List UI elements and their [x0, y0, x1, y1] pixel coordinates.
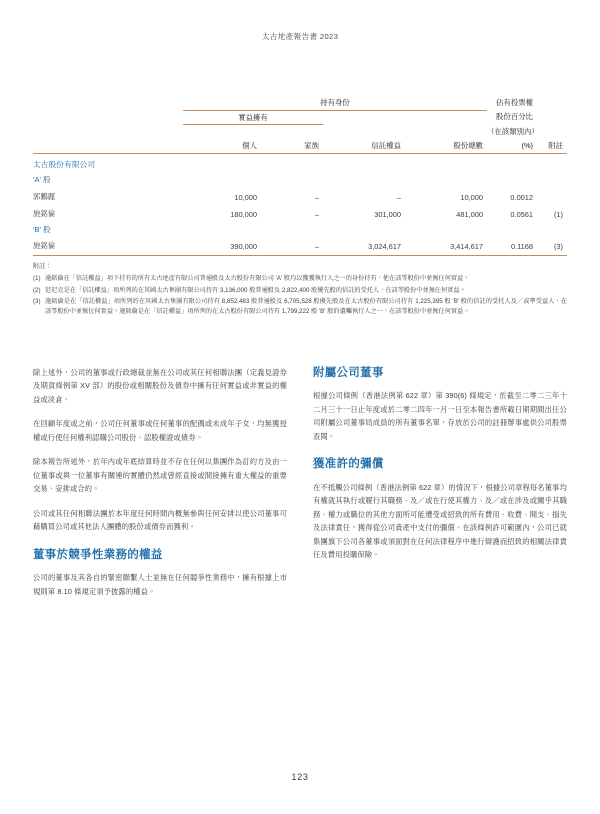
table-footnotes [33, 262, 567, 319]
pct-header-line2: 股份百分比 [496, 112, 534, 122]
column-header-note: 附註 [548, 140, 564, 150]
holder-trust: – [396, 192, 401, 202]
left-column [33, 366, 287, 609]
pct-header-line3: （在該類別內） [487, 126, 539, 136]
holder-note-ref [537, 188, 567, 205]
table-row [33, 237, 567, 255]
table-pct-header-line3-row [33, 125, 567, 139]
running-header: 太古地產報告書 2023 [261, 32, 339, 41]
body-columns [33, 366, 567, 609]
pct-header-line1: 佔有投票權 [496, 98, 534, 107]
footnotes-label: 附註： [33, 263, 52, 270]
footnote-number: (2) [33, 286, 41, 294]
footnote-number: (3) [33, 298, 41, 306]
section-heading-subsidiary-directors: 附屬公司董事 [313, 367, 384, 379]
holder-individual: 180,000 [230, 210, 257, 220]
holder-note-ref: (1) [553, 210, 564, 220]
holder-name: 施銘倫 [33, 241, 56, 251]
table-org-row [33, 154, 567, 173]
holder-total: 3,414,617 [450, 242, 484, 252]
table-column-header-row [33, 139, 567, 154]
section-heading-competing-business: 董事於競爭性業務的權益 [33, 548, 163, 561]
column-header-family: 家族 [304, 140, 319, 150]
paragraph: 根據公司條例（香港法例第 622 章）第 390(6) 條規定，於截至二零二三年十二月三十一日止年度或於二零二四年一月一日至本報告書所載日期期間出任公司附屬公司董事局成員的所有董事名單，存放於公司的註冊辦事處供公司股票查閱。 [313, 391, 567, 441]
footnote-text: 施銘倫是在「信託權益」項所列的在英國太古集團有限公司持有 8,852,483 股普通股及 6,705,528 股優先股及在太古股份有限公司持有 1,225,395 股 'B' 股的信託的受托人及／或準受益人，在該等股份中並無任何實益。施銘倫是在「信託權益」項所列的在太古股份有限公司持有 1,799,222 股 'B' 股的遺囑執行人之一，在該等股份中並無任何實益。 [45, 298, 567, 316]
spacer-d [323, 125, 405, 139]
group-header-beneficial: 實益擁有 [183, 110, 323, 124]
table-group-header-row-capacity [33, 96, 567, 110]
total-col-spacer [405, 110, 487, 124]
note-header-spacer-1 [537, 96, 567, 110]
holder-individual: 390,000 [230, 242, 257, 252]
group-header-spacer-2 [33, 110, 183, 124]
holder-family: – [314, 192, 319, 202]
column-header-trust: 信託權益 [371, 140, 401, 150]
group-header-capacity: 持有身份 [183, 96, 487, 110]
holder-trust: 3,024,617 [368, 242, 401, 252]
paragraph: 公司的董事及其各自的緊密聯繫人士並無在任何競爭性業務中，擁有根據上市規則第 8.10 條規定須予披露的權益。 [33, 573, 287, 596]
table-class-row-a [33, 173, 567, 188]
spacer-a [33, 125, 183, 139]
footnote-item [33, 286, 567, 296]
group-header-spacer [33, 96, 183, 110]
holder-name: 郭鵬麗 [33, 191, 56, 201]
holder-percent: 0.1168 [510, 242, 534, 252]
share-class-label-a: 'A' 股 [33, 175, 51, 184]
trust-col-spacer [323, 110, 405, 124]
right-column [313, 366, 567, 609]
holder-individual: 10,000 [234, 192, 257, 202]
spacer-f [537, 125, 567, 139]
holder-family: – [314, 210, 319, 220]
footnote-text: 范尼克是在「信託權益」項所列的在英國太古集團有限公司持有 3,136,000 股普通股及 2,822,400 股優先股的信託的受托人，在該等股份中並無任何實益。 [45, 286, 466, 294]
spacer-e [405, 125, 487, 139]
paragraph: 公司或其任何相聯法團於本年度任何時間內概無參與任何安排以使公司董事可藉購買公司或其他法人團體的股份或債券而獲利。 [33, 508, 287, 532]
paragraph: 在回顧年度或之前，公司任何董事或任何董事的配偶或未成年子女，均無獲授權或行使任何權利認購公司股份、認股權證或債券。 [33, 419, 287, 442]
holder-family: – [314, 242, 319, 252]
page-number: 123 [291, 772, 309, 782]
footnote-text: 施銘倫在「信託權益」項下持有的所有太古地產有限公司普通股及太古股份有限公司 'A' 股均以獲獲執行人之一的身份持有，他在該等股份中並無任何實益。 [45, 275, 470, 283]
column-header-name [33, 139, 183, 154]
footnote-item [33, 274, 567, 284]
table-row [33, 205, 567, 222]
holder-percent: 0.0561 [510, 210, 534, 220]
holder-total: 481,000 [456, 210, 484, 220]
share-class-label-b: 'B' 股 [33, 224, 51, 234]
holder-name: 施銘倫 [33, 209, 56, 219]
org-name-swire-pacific: 太古股份有限公司 [33, 160, 96, 169]
section-heading-permitted-indemnity: 獲准許的彌償 [313, 458, 384, 471]
shareholding-table [33, 96, 567, 256]
holder-note-ref: (3) [553, 242, 564, 252]
paragraph: 除上述外，公司的董事或行政總裁並無在公司或其任何相聯法團（定義見證券及期貨條例第 XV 部）的股份或相關股份及債券中擁有任何實益或非實益的權益或淡倉。 [33, 368, 287, 404]
footnote-item [33, 297, 567, 317]
table-class-row-b [33, 222, 567, 237]
paragraph: 在不抵觸公司條例（香港法例第 622 章）的情況下，根據公司章程每名董事均有權就其執行或履行其職務、及／或在行使其權力、及／或在涉及或關乎其職務、權力或職位的其他方面所可能遭受或招致的所有費用、收費、開支、損失及法律責任，獲得從公司資產中支付的彌償。在該條例許可範圍內，公司已就集團旗下公司各董事或須面對在任何法律程序中進行辯護而招致的相關法律責任及費用投購保險。 [313, 482, 567, 560]
holder-total: 10,000 [460, 192, 484, 202]
footnote-number: (1) [33, 275, 41, 283]
table-group-header-row-beneficial [33, 110, 567, 124]
spacer-c [261, 125, 323, 139]
holder-trust: 301,000 [374, 210, 401, 220]
column-header-individual: 個人 [242, 140, 257, 150]
shareholding-table-container [33, 96, 567, 256]
spacer-b [183, 125, 261, 139]
holder-percent: 0.0012 [510, 192, 534, 202]
table-row [33, 188, 567, 205]
column-header-percent: (%) [521, 140, 534, 150]
column-header-total-shares: 股份總數 [453, 140, 484, 150]
note-header-spacer-2 [537, 110, 567, 124]
paragraph: 除本報告所述外，於年內或年底結算時並不存在任何以集團作為訂約方及由一位董事或與一位董事有關連的實體仍然或曾經直接或間接擁有重大權益的重要交易、安排或合約。 [33, 457, 287, 494]
